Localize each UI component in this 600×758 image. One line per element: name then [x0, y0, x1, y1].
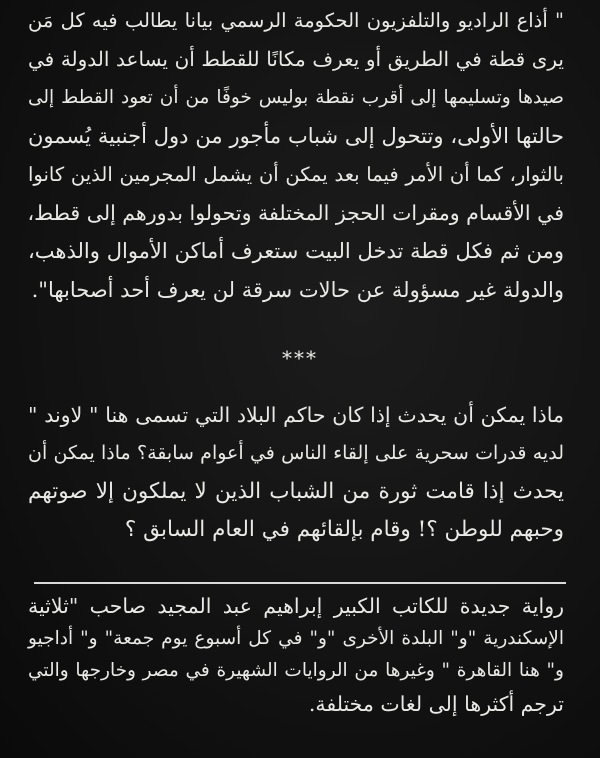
text-line: و" هنا القاهرة " وغيرها من الروايات الشهيرة في مصر وخارجها والتي: [28, 660, 564, 682]
text-line: لديه قدرات سحرية على إلقاء الناس في أعوام سابقة؟ ماذا يمكن أن: [28, 442, 564, 465]
text-line: الإسكندرية "و" البلدة الأخرى "و" في كل أسبوع يوم جمعة" و" أداجيو: [28, 627, 564, 649]
author-blurb-paragraph: [28, 590, 564, 720]
text-line: صيدها وتسليمها إلى أقرب نقطة بوليس خوفًا من أن تعود القطط إلى: [28, 86, 564, 108]
text-line: بالثوار، كما أن الأمر فيما بعد يمكن أن يشمل المجرمين الذين كانوا: [28, 162, 564, 186]
text-line: وحبهم للوطن ؟! وقام بإلقائهم في العام السابق ؟: [124, 517, 564, 543]
horizontal-divider: [34, 582, 566, 584]
text-line: " أذاع الراديو والتلفزيون الحكومة الرسمي بيانا يطالب فيه كل مَن: [28, 9, 564, 32]
section-separator: ***: [282, 346, 318, 370]
text-line: في الأقسام ومقرات الحجز المختلفة وتحولوا بدورهم إلى قطط،: [27, 200, 564, 225]
excerpt-paragraph: [28, 2, 564, 309]
text-line: رواية جديدة للكاتب الكبير إبراهيم عبد المجيد صاحب "ثلاثية: [28, 594, 564, 618]
text-line: ومن ثم فكل قطة تدخل البيت ستعرف أماكن الأموال والذهب،: [28, 239, 564, 264]
text-line: يرى قطة في الطريق أو يعرف مكانًا للقطط أن يساعد الدولة في: [28, 47, 564, 72]
text-line: حالتها الأولى، وتتحول إلى شباب مأجور من دول أجنبية يُسمون: [28, 124, 564, 149]
text-line: ترجم أكثرها إلى لغات مختلفة.: [308, 691, 564, 716]
text-line: يحدث إذا قامت ثورة من الشباب الذين لا يملكون إلا صوتهم: [28, 478, 564, 504]
text-line: ماذا يمكن أن يحدث إذا كان حاكم البلاد التي تسمى هنا " لاوند ": [28, 403, 564, 427]
questions-paragraph: [28, 396, 564, 550]
text-line: والدولة غير مسؤولة عن حالات سرقة لن يعرف أحد أصحابها".: [31, 277, 564, 302]
